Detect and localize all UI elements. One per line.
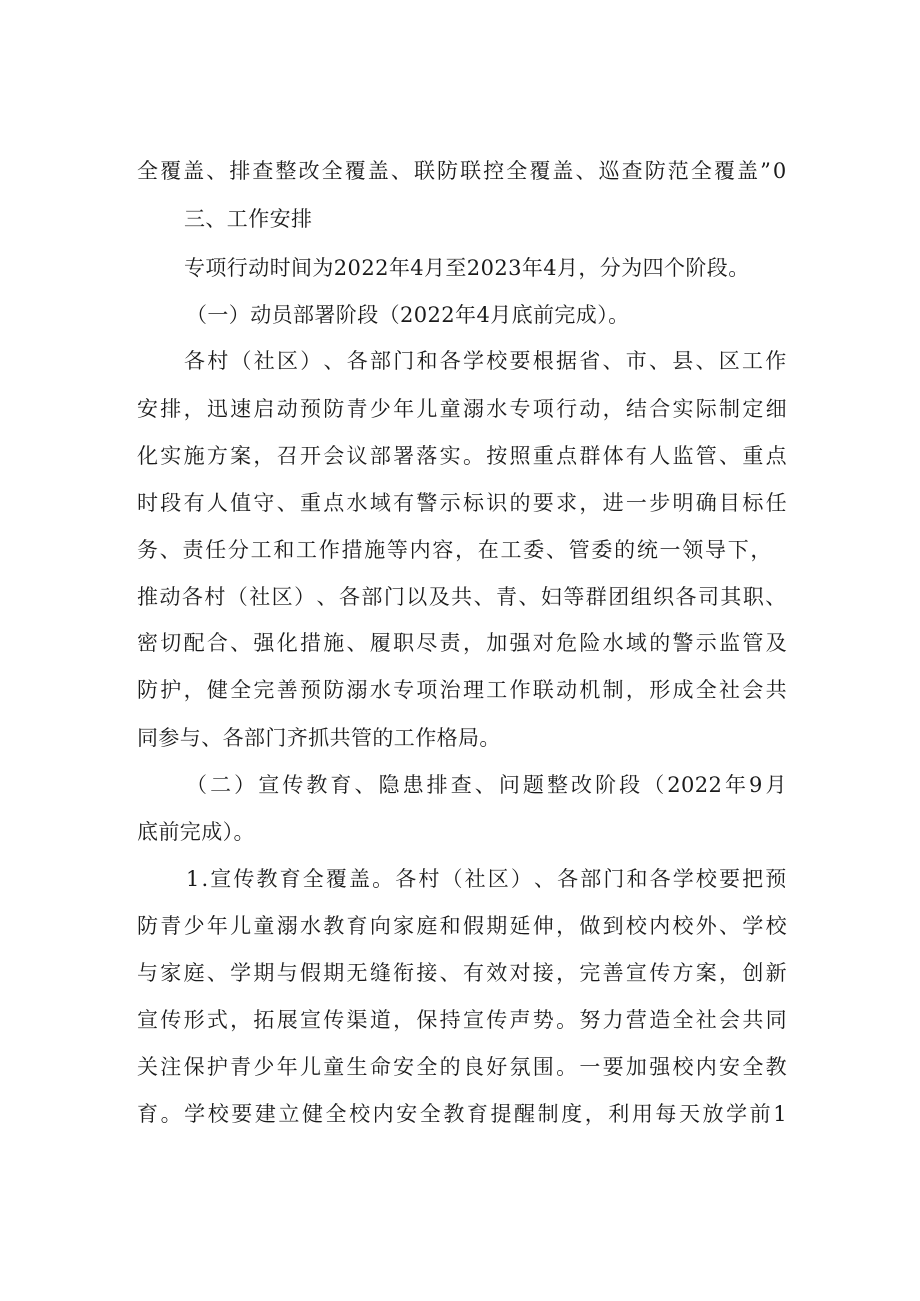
text-line: 推 动 各 村 （ 社 区 ） 、 各 部 门 以 及 共 、 青 、 妇 等 群 团 组 织 各 司 其 职 、 — [137, 585, 787, 609]
text-line: 全 覆 盖 、 排 查 整 改 全 覆 盖 、 联 防 联 控 全 覆 盖 、 巡 查 防 范 全 覆 盖 ” 0 — [137, 159, 787, 183]
subsection-heading: （一）动员部署阶段（2022年4月底前完成）。 — [186, 303, 630, 327]
text-line: 防 青 少 年 儿 童 溺 水 教 育 向 家 庭 和 假 期 延 伸 ， 做 到 校 内 校 外 、 学 校 — [137, 914, 787, 938]
text-line: 育 。 学 校 要 建 立 健 全 校 内 安 全 教 育 提 醒 制 度 ， 利 用 每 天 放 学 前 1 — [137, 1102, 787, 1126]
text-line: 1 . 宣 传 教 育 全 覆 盖 。 各 村 （ 社 区 ） 、 各 部 门 和 各 学 校 要 把 预 — [186, 867, 787, 891]
text-line: 底前完成）。 — [137, 820, 255, 844]
text-line: 时 段 有 人 值 守 、 重 点 水 域 有 警 示 标 识 的 要 求 ， 进 一 步 明 确 目 标 任 — [137, 491, 787, 515]
text-line: 化 实 施 方 案 ， 召 开 会 议 部 署 落 实 。 按 照 重 点 群 体 有 人 监 管 、 重 点 — [137, 444, 787, 468]
text-line: 关 注 保 护 青 少 年 儿 童 生 命 安 全 的 良 好 氛 围 。 一 要 加 强 校 内 安 全 教 — [137, 1055, 787, 1079]
text-line: 宣 传 形 式 ， 拓 展 宣 传 渠 道 ， 保 持 宣 传 声 势 。 努 力 营 造 全 社 会 共 同 — [137, 1008, 787, 1032]
text-line: 务 、 责 任 分 工 和 工 作 措 施 等 内 容 ， 在 工 委 、 管 委 的 统 一 领 导 下 ， — [137, 538, 772, 562]
text-line: 同参与、各部门齐抓共管的工作格局。 — [137, 726, 501, 750]
text-line: 各 村 （ 社 区 ） 、 各 部 门 和 各 学 校 要 根 据 省 、 市 、 县 、 区 工 作 — [184, 349, 787, 373]
text-line: 与 家 庭 、 学 期 与 假 期 无 缝 衔 接 、 有 效 对 接 ， 完 善 宣 传 方 案 ， 创 新 — [137, 961, 787, 985]
text-line: 专项行动时间为2022年4月至2023年4月，分为四个阶段。 — [184, 256, 750, 280]
text-line: 安 排 ， 迅 速 启 动 预 防 青 少 年 儿 童 溺 水 专 项 行 动 ， 结 合 实 际 制 定 细 — [137, 397, 787, 421]
subsection-heading: （ 二 ） 宣 传 教 育 、 隐 患 排 查 、 问 题 整 改 阶 段 （ 2022 年 9 月 — [186, 773, 787, 797]
text-line: 密 切 配 合 、 强 化 措 施 、 履 职 尽 责 ， 加 强 对 危 险 水 域 的 警 示 监 管 及 — [137, 631, 787, 655]
text-line: 防 护 ， 健 全 完 善 预 防 溺 水 专 项 治 理 工 作 联 动 机 制 ， 形 成 全 社 会 共 — [137, 678, 787, 702]
section-heading: 三、工作安排 — [184, 207, 313, 231]
